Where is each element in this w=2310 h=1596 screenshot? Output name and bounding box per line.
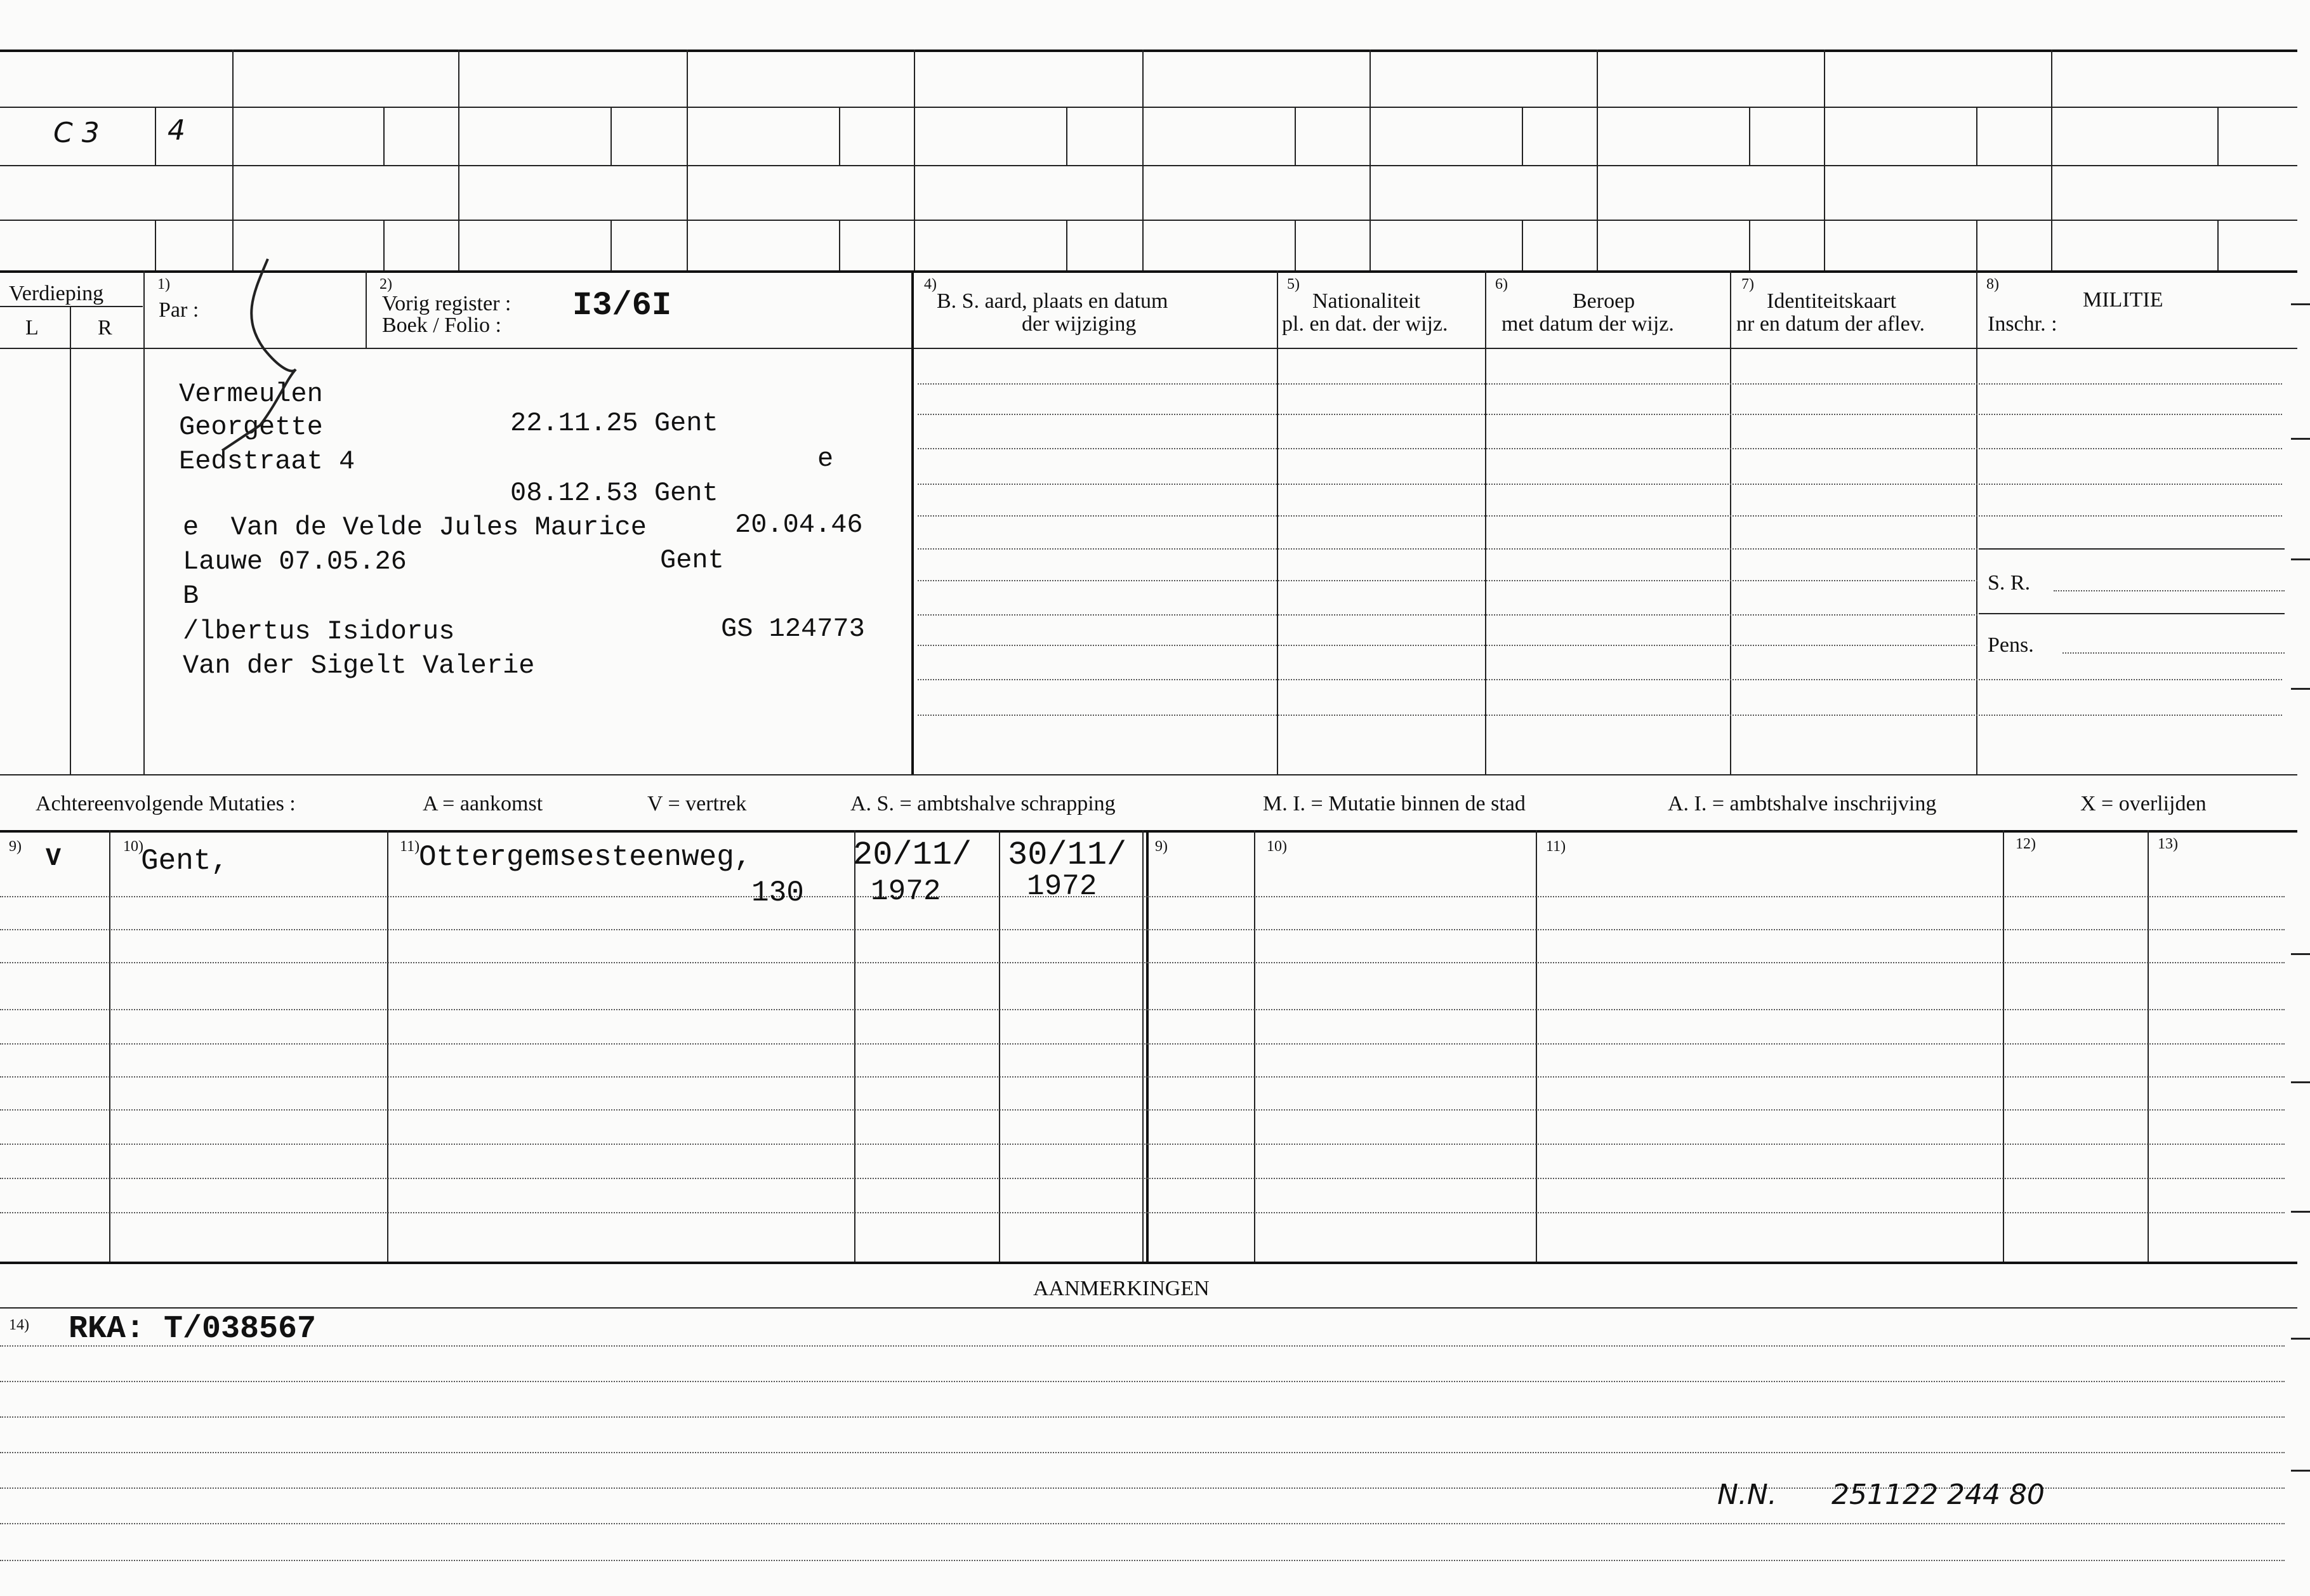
column-line [1142,830,1144,1262]
grid-line [1066,108,1067,165]
column-line [366,270,367,348]
column-line [387,830,388,1262]
mutation-date-b: 30/11/ [1008,836,1127,874]
grid-line [1979,548,2285,550]
father-name: /lbertus Isidorus [183,616,455,647]
grid-line [1370,49,1371,270]
dotted-row [918,484,2282,485]
edge-tick [2291,1081,2310,1083]
field-number: 11) [1546,838,1566,855]
section-line [0,774,2297,775]
b-mark: B [183,581,199,611]
dotted-row [918,645,1977,646]
par-label: Par : [159,298,199,322]
col7-heading-2: nr en datum der aflev. [1736,312,1925,336]
grid-line [0,306,143,307]
vorig-register-label: Vorig register : [382,292,512,315]
legend-x: X = overlijden [2080,792,2207,815]
grid-line [1976,220,1977,270]
id-code: GS 124773 [721,614,865,644]
mother-name: Van der Sigelt Valerie [183,650,535,681]
dotted-row [0,1178,2285,1179]
column-line [999,830,1000,1262]
inschr-label: Inschr. : [1988,312,2057,336]
col5-heading-2: pl. en dat. der wijz. [1282,312,1448,336]
edge-tick [2291,438,2310,440]
grid-line [610,220,612,270]
dotted-row [918,383,2282,385]
column-line [1730,270,1731,774]
field-number: 10) [1267,838,1287,855]
dotted-row [0,1523,2285,1524]
surname: Vermeulen [179,379,323,409]
pens-label: Pens. [1988,633,2034,657]
grid-line [1295,220,1296,270]
col5-heading-1: Nationaliteit [1312,289,1420,313]
spouse-place: Gent [660,545,724,576]
card-code: C 3 [53,117,100,149]
dotted-row [0,1452,2285,1453]
header-bottom-line [0,348,2297,349]
nn-value: 251122 244 80 [1832,1479,2045,1511]
birth-date-place: 22.11.25 Gent [510,408,718,439]
verdieping-label: Verdieping [9,282,104,305]
spouse-name: e Van de Velde Jules Maurice [183,512,647,543]
grid-line [610,108,612,165]
dotted-row [918,614,1977,616]
grid-line [2051,49,2052,270]
edge-tick [2291,953,2310,955]
dotted-row [0,1381,2285,1382]
grid-line [0,107,2297,108]
grid-line [1066,220,1067,270]
dotted-row [0,1076,2285,1078]
col4-heading-2: der wijziging [1022,312,1137,336]
grid-line [1142,49,1144,270]
mutations-top-line [0,830,2297,833]
field-number: 9) [9,838,22,855]
field-number: 10) [123,838,143,855]
mutation-year-a: 1972 [871,875,941,908]
grid-line [458,49,459,270]
grid-line [2217,220,2219,270]
column-line [1277,270,1278,774]
column-line [1254,830,1255,1262]
col4-heading-1: B. S. aard, plaats en datum [937,289,1168,313]
grid-line [2217,108,2219,165]
grid-line [839,108,840,165]
legend-a: A = aankomst [423,792,543,815]
grid-line [155,220,156,270]
mutation-house-number: 130 [751,876,804,909]
dotted-row [0,1144,2285,1145]
dotted-row [0,896,2285,897]
legend-ai: A. I. = ambtshalve inschrijving [1668,792,1937,815]
dotted-row [0,929,2285,930]
boek-folio-label: Boek / Folio : [382,313,501,337]
field-number: 2) [380,276,392,293]
dotted-row [918,548,1977,550]
column-line [1536,830,1537,1262]
field-number: 12) [2016,836,2036,852]
grid-line [1749,220,1750,270]
grid-line [155,108,156,165]
dotted-row [918,414,2282,415]
dotted-row [918,515,2282,517]
column-line [1146,830,1149,1262]
grid-line [0,220,2297,221]
edge-tick [2291,1338,2310,1340]
pen-stroke-mark [209,254,317,457]
grid-line [1976,108,1977,165]
edge-tick [2291,688,2310,690]
field-number: 8) [1986,276,1999,293]
mutation-type: V [46,845,62,873]
register-value: I3/6I [572,287,672,324]
legend-mi: M. I. = Mutatie binnen de stad [1263,792,1526,815]
dotted-row [0,1416,2285,1418]
mutations-bottom-line [0,1262,2297,1264]
field-number: 4) [924,276,937,293]
col7-heading-1: Identiteitskaart [1767,289,1896,313]
grid-line [1597,49,1598,270]
column-line [854,830,855,1262]
sr-line [2054,590,2285,591]
militie-title: MILITIE [2083,288,2163,312]
legend-title: Achtereenvolgende Mutaties : [36,792,296,815]
grid-line [1979,613,2285,614]
card-code-digit: 4 [168,114,185,147]
col6-heading-2: met datum der wijz. [1502,312,1674,336]
address: Eedstraat 4 [179,446,355,477]
r-label: R [98,316,112,340]
mutation-street: Ottergemsesteenweg, [419,841,752,874]
grid-line [1522,220,1523,270]
column-line [1485,270,1486,774]
field-number: 6) [1495,276,1508,293]
column-line [2003,830,2004,1262]
dotted-row [918,448,2282,449]
column-line [2148,830,2149,1262]
field-number: 5) [1287,276,1300,293]
edge-tick [2291,558,2310,560]
firstname: Georgette [179,412,323,442]
grid-line [1824,49,1825,270]
field-number: 7) [1741,276,1754,293]
rka-value: RKA: T/038567 [69,1311,317,1347]
legend-as: A. S. = ambtshalve schrapping [850,792,1116,815]
mutation-date-a: 20/11/ [853,836,972,874]
grid-line [383,220,385,270]
grid-line [1522,108,1523,165]
pens-line [2062,652,2285,654]
grid-line [1295,108,1296,165]
edge-tick [2291,1470,2310,1472]
edge-tick [2291,1211,2310,1213]
remarks-line [0,1307,2297,1309]
field-number: 13) [2158,836,2178,852]
column-line [911,270,914,774]
col6-heading-1: Beroep [1573,289,1635,313]
field-number: 14) [9,1317,29,1333]
grid-line [914,49,915,270]
e-mark: e [817,444,834,474]
mutation-city: Gent, [141,845,229,878]
grid-line [839,220,840,270]
dotted-row [0,1345,2285,1347]
field-number: 1) [157,276,170,293]
column-line-l-r [70,306,71,774]
dotted-row [918,580,1977,581]
dotted-row [0,1009,2285,1010]
grid-line [0,165,2297,166]
l-label: L [25,316,39,340]
grid-line [687,49,688,270]
dotted-row [918,715,2282,716]
marriage-date: 20.04.46 [735,510,863,540]
edge-tick [2291,303,2310,305]
second-date: 08.12.53 Gent [510,478,718,508]
grid-line [0,270,2297,273]
dotted-row [0,962,2285,963]
sr-label: S. R. [1988,571,2031,595]
mutation-year-b: 1972 [1027,870,1097,903]
column-line [143,270,145,774]
field-number: 9) [1155,838,1168,855]
dotted-row [0,1109,2285,1111]
remarks-title: AANMERKINGEN [1033,1277,1210,1300]
grid-line [383,108,385,165]
grid-line [1749,108,1750,165]
dotted-row [0,1560,2285,1561]
top-border [0,49,2297,52]
dotted-row [0,1043,2285,1045]
column-line [1976,270,1977,774]
grid-line [232,49,234,270]
legend-v: V = vertrek [647,792,747,815]
column-line [109,830,110,1262]
spouse-birth: Lauwe 07.05.26 [183,546,407,577]
dotted-row [918,679,2282,680]
nn-label: N.N. [1717,1479,1777,1511]
field-number: 11) [400,838,420,855]
dotted-row [0,1212,2285,1213]
